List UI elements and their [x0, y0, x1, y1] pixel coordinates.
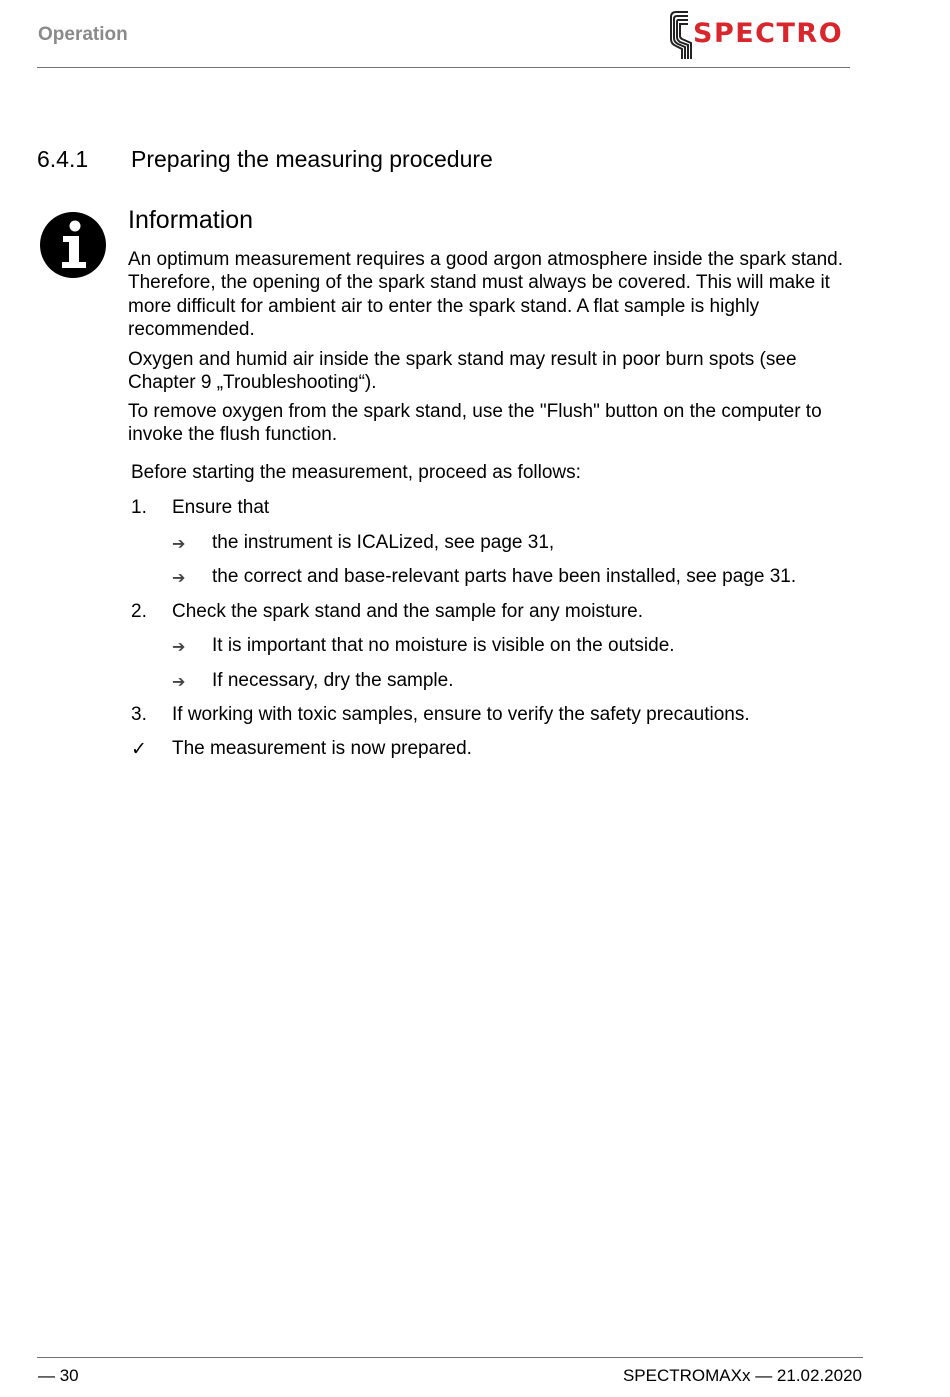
info-paragraph: An optimum measurement requires a good argon atmosphere inside the spark stand. Therefore, the opening of the spark stand must always be covered. This will make it more difficult for ambient air to enter the spark stand. A flat sample is highly recommended.	[128, 249, 844, 340]
step-bullet: It is important that no moisture is visible on the outside.	[212, 635, 675, 656]
info-paragraph: Oxygen and humid air inside the spark stand may result in poor burn spots (see Chapter 9 „Troubleshooting“).	[128, 349, 797, 394]
arrow-bullet-icon: ➔	[172, 536, 186, 553]
arrow-bullet-icon: ➔	[172, 570, 186, 587]
step-number: 3.	[131, 704, 147, 725]
logo-text: SPECTRO	[693, 18, 844, 49]
header-section-title: Operation	[38, 24, 128, 45]
step-text: Ensure that	[172, 497, 270, 518]
info-heading: Information	[128, 206, 254, 234]
step-bullet: the correct and base-relevant parts have been installed, see page 31.	[212, 566, 797, 587]
step-text: Check the spark stand and the sample for any moisture.	[172, 601, 644, 622]
spectro-logo	[668, 9, 852, 61]
section-title: Preparing the measuring procedure	[131, 146, 493, 172]
step-bullet: the instrument is ICALized, see page 31,	[212, 532, 555, 553]
checkmark-icon: ✓	[131, 739, 147, 760]
step-number: 1.	[131, 497, 147, 518]
result-text: The measurement is now prepared.	[172, 738, 472, 759]
header-divider	[37, 67, 850, 68]
info-paragraph: To remove oxygen from the spark stand, use the "Flush" button on the computer to invoke the flush function.	[128, 401, 822, 446]
arrow-bullet-icon: ➔	[172, 639, 186, 656]
spectro-logo-mark	[668, 9, 694, 61]
procedure-intro: Before starting the measurement, proceed as follows:	[131, 462, 581, 483]
step-text: If working with toxic samples, ensure to verify the safety precautions.	[172, 704, 750, 725]
section-number: 6.4.1	[37, 146, 89, 172]
step-bullet: If necessary, dry the sample.	[212, 670, 454, 691]
arrow-bullet-icon: ➔	[172, 674, 186, 691]
info-icon	[39, 211, 107, 279]
step-number: 2.	[131, 601, 147, 622]
document-info: SPECTROMAXx — 21.02.2020	[622, 1366, 862, 1385]
footer-divider	[37, 1357, 863, 1358]
page-number: — 30	[38, 1366, 79, 1385]
